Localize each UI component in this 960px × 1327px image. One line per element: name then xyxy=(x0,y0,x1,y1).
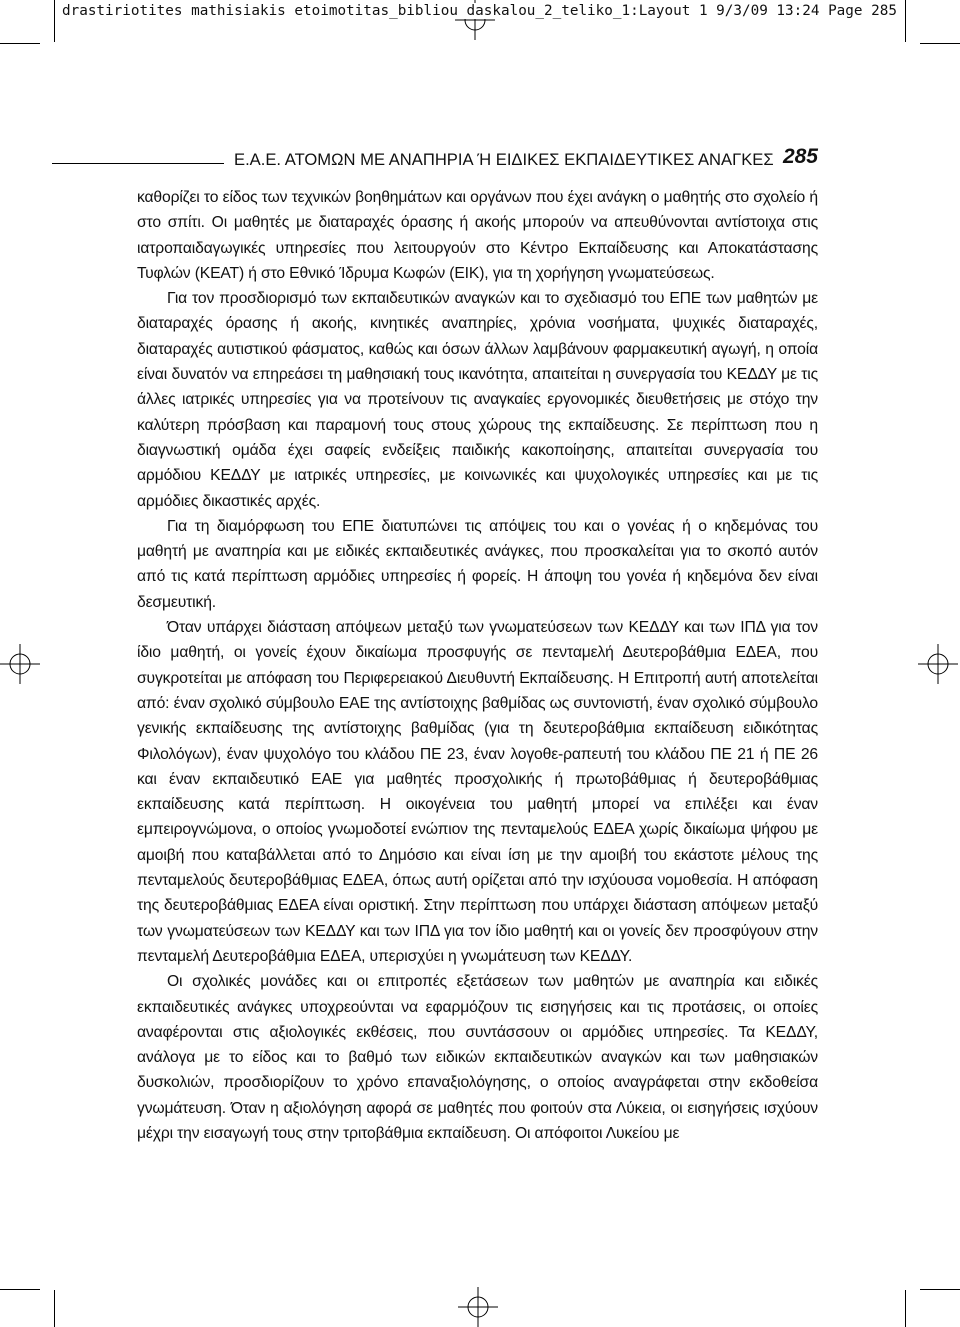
page-number: 285 xyxy=(782,145,818,168)
paragraph: Όταν υπάρχει διάσταση απόψεων μεταξύ των γνωματεύσεων των ΚΕΔΔΥ και των ΙΠΔ για τον ίδιο μαθητή, οι γονείς έχουν δικαίωμα προσφυγής σε πενταμελή Δευτεροβάθμια ΕΔΕΑ, που συγκροτείται με απόφαση του Περιφερειακού Διευθυντή Εκπαίδευσης. Η Επιτροπή αυτή αποτελείται από: έναν σχολικό σύμβουλο ΕΑΕ της αντίστοιχης βαθμίδας ως συντονιστή, έναν σχολικό σύμβουλο γενικής εκπαίδευσης της αντίστοιχης βαθμίδας (για τη δευτεροβάθμια εκπαίδευση ειδικότητας Φιλολόγων), έναν ψυχολόγο του κλάδου ΠΕ 23, έναν λογοθε-ραπευτή του κλάδου ΠΕ 21 ή ΠΕ 26 και έναν εκπαιδευτικό ΕΑΕ για μαθητές προσχολικής ή πρωτοβάθμιας ή δευτεροβάθμιας εκπαίδευσης κατά περίπτωση. Η οικογένεια του μαθητή μπορεί να επιλέξει και έναν εμπειρογνώμονα, ο οποίος γνωμοδοτεί ενώπιον της πενταμελούς ΕΔΕΑ χωρίς δικαίωμα ψήφου με αμοιβή που καταβάλλεται από το Δημόσιο και είναι ίση με την αμοιβή του εκάστοτε μέλους της πενταμελούς δευτεροβάθμιας ΕΔΕΑ, όπως αυτή ορίζεται από την ισχύουσα νομοθεσία. Η απόφαση της δευτεροβάθμιας ΕΔΕΑ είναι οριστική. Στην περίπτωση που υπάρχει διάσταση απόψεων μεταξύ των γνωματεύσεων των ΚΕΔΔΥ και των ΙΠΔ για τον ίδιο μαθητή και οι γονείς δεν προσφύγουν στην πενταμελή Δευτεροβάθμια ΕΔΕΑ, υπερισχύει η γνωμάτευση των ΚΕΔΔΥ. xyxy=(137,619,818,965)
paragraph: Για τον προσδιορισμό των εκπαιδευτικών αναγκών και το σχεδιασμό του ΕΠΕ των μαθητών με διαταραχές όρασης ή ακοής, κινητικές αναπηρίες, χρόνια νοσήματα, ψυχικές διαταραχές, διαταραχές αυτιστικού φάσματος, καθώς και όσων άλλων λαμβάνουν φαρμακευτική αγωγή, η οποία είναι δυνατόν να επηρεάσει τη μαθησιακή τους ικανότητα, απαιτείται η συνεργασία του ΚΕΔΔΥ με τις άλλες ιατρικές υπηρεσίες για να προτείνουν τις αναγκαίες εργονομικές διευθετήσεις με στόχο την καλύτερη πρόσβαση και παραμονή τους στους χώρους της εκπαίδευσης. Σε περίπτωση που η διαγνωστική ομάδα έχει σαφείς ενδείξεις παιδικής κακοποίησης, απαιτείται συνεργασία του αρμόδιου ΚΕΔΔΥ με ιατρικές υπηρεσίες, με κοινωνικές και ψυχολογικές υπηρεσίες και με τις αρμόδιες δικαστικές αρχές. xyxy=(137,290,818,510)
paragraph: Για τη διαμόρφωση του ΕΠΕ διατυπώνει τις απόψεις του και ο γονέας ή ο κηδεμόνας του μαθητή με αναπηρία και με ειδικές εκπαιδευτικές ανάγκες, που προσκαλείται για το σκοπό αυτόν από τις κατά περίπτωση αρμόδιες υπηρεσίες ή φορείς. Η άποψη του γονέα ή κηδεμόνα δεν είναι δεσμευτική. xyxy=(137,517,818,611)
registration-mark-icon xyxy=(0,644,40,684)
registration-mark-icon xyxy=(918,644,958,684)
crop-mark xyxy=(54,0,55,42)
crop-mark xyxy=(0,43,40,44)
header-rule xyxy=(52,163,224,164)
crop-mark xyxy=(905,1290,906,1327)
crop-mark xyxy=(0,1289,40,1290)
crop-mark xyxy=(920,1289,960,1290)
crop-mark xyxy=(920,43,960,44)
paragraph: Οι σχολικές μονάδες και οι επιτροπές εξετάσεων των μαθητών με αναπηρία και ειδικές εκπαιδευτικές ανάγκες υποχρεούνται να εφαρμόζουν τις εισηγήσεις και τις προτάσεις, οι οποίες αναφέρονται στις αξιολογικές εκθέσεις, που συντάσσουν οι αρμόδιες υπηρεσίες. Τα ΚΕΔΔΥ, ανάλογα με το είδος και το βαθμό των ειδικών εκπαιδευτικών αναγκών και των μαθησιακών δυσκολιών, προσδιορίζουν το χρόνο επαναξιολόγησης, ο οποίος αναγράφεται στην εκδοθείσα γνωμάτευση. Όταν η αξιολόγηση αφορά σε μαθητές που φοιτούν στα Λύκεια, οι εισηγήσεις ισχύουν μέχρι την εισαγωγή τους στην τριτοβάθμια εκπαίδευση. Οι απόφοιτοι Λυκείου με xyxy=(137,973,818,1142)
registration-mark-icon xyxy=(458,1287,498,1327)
slug-line: drastiriotites mathisiakis etoimotitas_bibliou daskalou_2_teliko_1:Layout 1 9/3/09 13:24 Page 285 xyxy=(62,3,897,19)
crop-mark xyxy=(905,0,906,42)
running-head-title: Ε.Α.Ε. ΑΤΟΜΩΝ ΜΕ ΑΝΑΠΗΡΙΑ Ή ΕΙΔΙΚΕΣ ΕΚΠΑΙΔΕΥΤΙΚΕΣ ΑΝΑΓΚΕΣ xyxy=(234,150,774,169)
running-head xyxy=(52,147,818,177)
body-text xyxy=(137,185,818,1146)
paragraph: καθορίζει το είδος των τεχνικών βοηθημάτων και οργάνων που έχει ανάγκη ο μαθητής στο σχολείο ή στο σπίτι. Οι μαθητές με διαταραχές όρασης ή ακοής μπορούν να απευθύνονται αντίστοιχα στις ιατροπαιδαγωγικές υπηρεσίες που λειτουργούν στο Κέντρο Εκπαίδευσης και Αποκατάστασης Τυφλών (ΚΕΑΤ) ή στο Εθνικό Ίδρυμα Κωφών (ΕΙΚ), για τη χορήγηση γνωματεύσεως. xyxy=(137,189,818,282)
crop-mark xyxy=(54,1290,55,1327)
